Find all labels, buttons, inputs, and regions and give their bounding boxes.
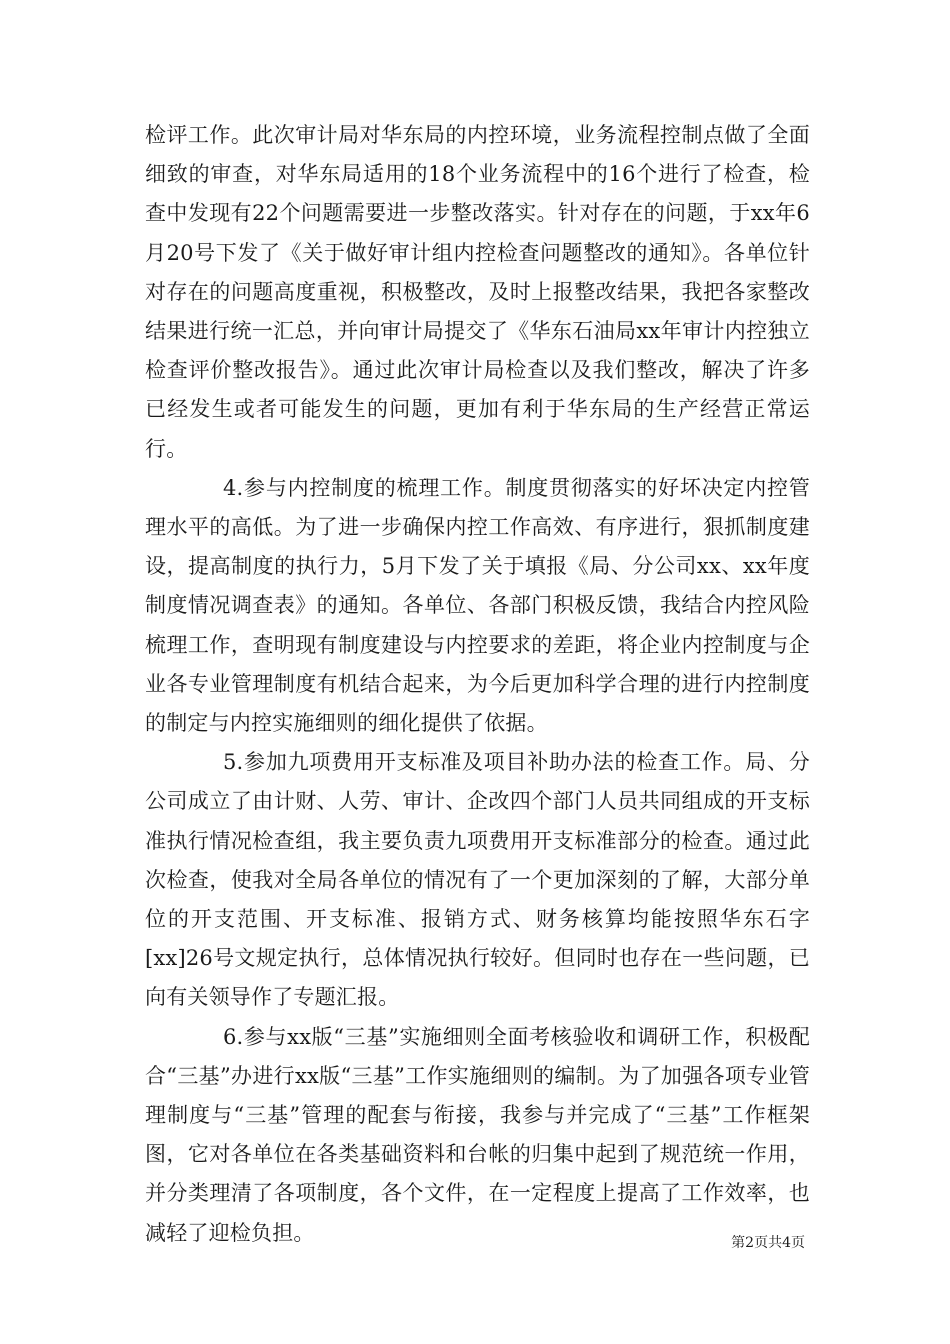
- paragraph-item-4: 4.参与内控制度的梳理工作。制度贯彻落实的好坏决定内控管理水平的高低。为了进一步确保内控工作高效、有序进行，狠抓制度建设，提高制度的执行力，5月下发了关于填报《局、分公司xx、xx年度制度情况调查表》的通知。各单位、各部门积极反馈，我结合内控风险梳理工作，查明现有制度建设与内控要求的差距，将企业内控制度与企业各专业管理制度有机结合起来，为今后更加科学合理的进行内控制度的制定与内控实施细则的细化提供了依据。: [145, 475, 810, 736]
- page-number-footer: 第2页共4页: [731, 1235, 805, 1251]
- paragraph-continuation: 检评工作。此次审计局对华东局的内控环境，业务流程控制点做了全面细致的审查，对华东局适用的18个业务流程中的16个进行了检查，检查中发现有22个问题需要进一步整改落实。针对存在的问题，于xx年6月20号下发了《关于做好审计组内控检查问题整改的通知》。各单位针对存在的问题高度重视，积极整改，及时上报整改结果，我把各家整改结果进行统一汇总，并向审计局提交了《华东石油局xx年审计内控独立检查评价整改报告》。通过此次审计局检查以及我们整改，解决了许多已经发生或者可能发生的问题，更加有利于华东局的生产经营正常运行。: [145, 123, 810, 461]
- paragraph-item-5: 5.参加九项费用开支标准及项目补助办法的检查工作。局、分公司成立了由计财、人劳、审计、企改四个部门人员共同组成的开支标准执行情况检查组，我主要负责九项费用开支标准部分的检查。通过此次检查，使我对全局各单位的情况有了一个更加深刻的了解，大部分单位的开支范围、开支标准、报销方式、财务核算均能按照华东石字[xx]26号文规定执行，总体情况执行较好。但同时也存在一些问题，已向有关领导作了专题汇报。: [145, 750, 810, 1010]
- paragraph-item-6: 6.参与xx版“三基”实施细则全面考核验收和调研工作，积极配合“三基”办进行xx版“三基”工作实施细则的编制。为了加强各项专业管理制度与“三基”管理的配套与衔接，我参与并完成了“三基”工作框架图，它对各单位在各类基础资料和台帐的归集中起到了规范统一作用，并分类理清了各项制度，各个文件，在一定程度上提高了工作效率，也减轻了迎检负担。: [145, 1024, 810, 1245]
- document-body: [145, 116, 810, 1253]
